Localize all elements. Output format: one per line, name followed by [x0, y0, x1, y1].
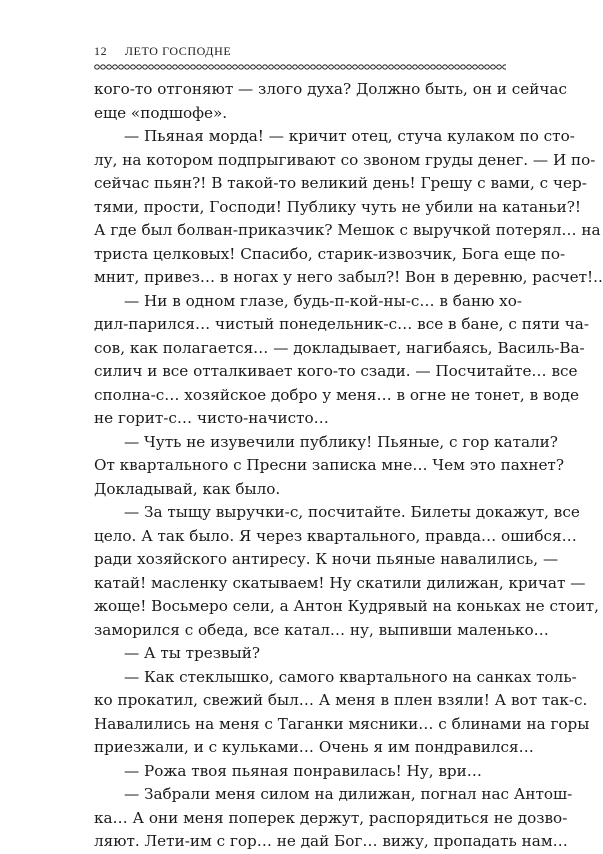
- ornament-divider: [94, 63, 506, 71]
- text-line: Докладывай, как было.: [94, 479, 281, 498]
- text-line: — А ты трезвый?: [124, 644, 260, 662]
- text-line: ради хозяйского антиресу. К ночи пьяные навалились, —: [94, 550, 559, 568]
- text-line: силич и все отталкивает кого-то сзади. — Посчитайте… все: [94, 362, 578, 380]
- text-line: сейчас пьян?! В такой-то великий день! Грешу с вами, с чер-: [94, 174, 587, 192]
- text-line: Навалились на меня с Таганки мясники… с блинами на горы: [94, 714, 590, 733]
- page-number: 12: [94, 44, 108, 58]
- text-line: жоще! Восьмеро сели, а Антон Кудрявый на коньках не стоит,: [94, 597, 599, 615]
- text-line: — Ни в одном глазе, будь-п-кой-ны-с… в баню хо-: [124, 291, 523, 310]
- text-line: — Рожа твоя пьяная понравилась! Ну, ври…: [124, 761, 482, 780]
- text-line: тями, прости, Господи! Публику чуть не убили на катаньи?!: [94, 197, 581, 216]
- text-line: От квартального с Пресни записка мне… Чем это пахнет?: [94, 456, 564, 474]
- text-line: триста целковых! Спасибо, старик-извозчик, Бога еще по-: [94, 244, 566, 263]
- text-line: сов, как полагается… — докладывает, нагибаясь, Василь-Ва-: [94, 338, 585, 357]
- text-line: еще «подшофе».: [94, 103, 228, 122]
- text-line: А где был болван-приказчик? Мешок с выручкой потерял… на: [94, 221, 601, 239]
- text-line: — Пьяная морда! — кричит отец, стуча кулаком по сто-: [124, 127, 575, 145]
- text-line: приезжали, и с кульками… Очень я им пондравился…: [94, 738, 534, 756]
- running-head: [94, 44, 231, 59]
- text-line: не горит-с… чисто-начисто…: [94, 409, 329, 427]
- text-line: ка… А они меня поперек держут, распорядиться не дозво-: [94, 808, 568, 827]
- text-line: заморился с обеда, все катал… ну, выпивши маленько…: [94, 620, 549, 639]
- text-line: — Чуть не изувечили публику! Пьяные, с гор катали?: [124, 432, 558, 451]
- text-line: — Как стеклышко, самого квартального на санках толь-: [124, 667, 577, 686]
- book-title: ЛЕТО ГОСПОДНЕ: [124, 44, 232, 58]
- text-line: ляют. Лети-им с гор… не дай Бог… вижу, пропадать нам…: [94, 832, 568, 850]
- text-line: катай! масленку скатываем! Ну скатили дилижан, кричат —: [94, 573, 586, 592]
- text-line: ко прокатил, свежий был… А меня в плен взяли! А вот так-с.: [94, 691, 588, 709]
- text-line: кого-то отгоняют — злого духа? Должно быть, он и сейчас: [94, 80, 567, 98]
- text-line: лу, на котором подпрыгивают со звоном груды денег. — И по-: [94, 150, 596, 169]
- text-line: — За тыщу выручки-с, посчитайте. Билеты докажут, все: [124, 503, 580, 521]
- text-line: мнит, привез… в ногах у него забыл?! Вон в деревню, расчет!..: [94, 268, 603, 286]
- text-line: сполна-с… хозяйское добро у меня… в огне не тонет, в воде: [94, 385, 579, 404]
- text-line: цело. А так было. Я через квартального, правда… ошибся…: [94, 526, 577, 545]
- body-text: [94, 78, 603, 854]
- text-line: дил-парился… чистый понедельник-с… все в бане, с пяти ча-: [94, 315, 589, 333]
- text-line: — Забрали меня силом на дилижан, погнал нас Антош-: [124, 785, 573, 803]
